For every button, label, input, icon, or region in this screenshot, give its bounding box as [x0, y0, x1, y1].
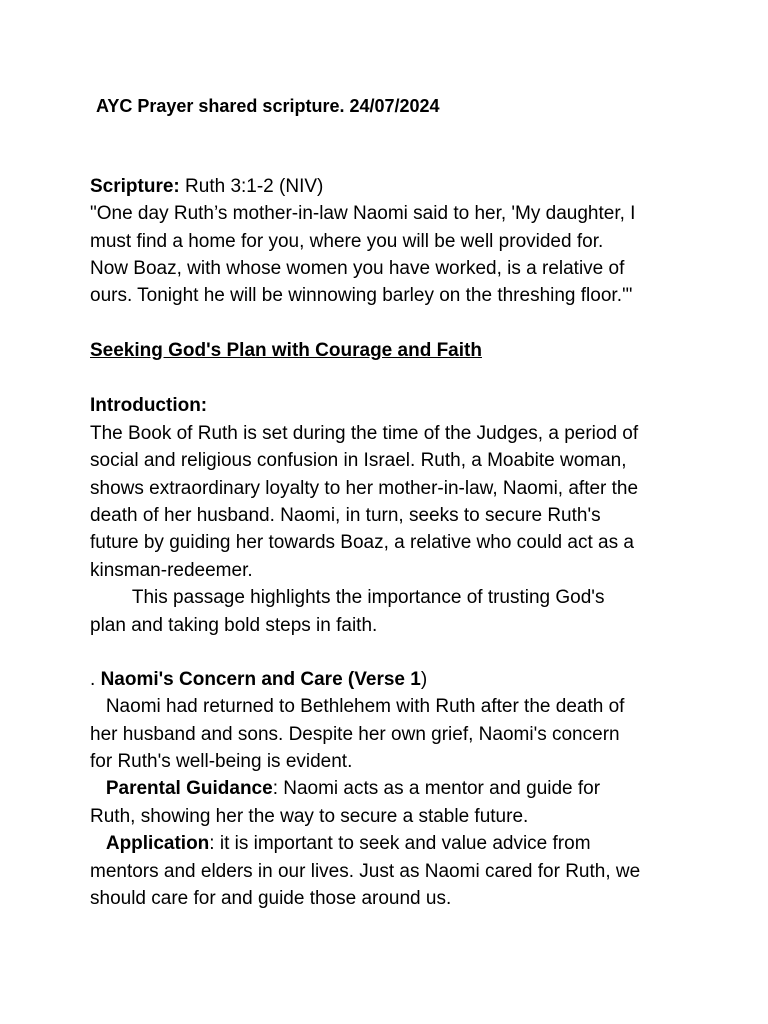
- scripture-label: Scripture:: [90, 176, 180, 197]
- application-text: : it is important to seek and value advice from: [209, 833, 591, 854]
- section-heading: Seeking God's Plan with Courage and Faith: [90, 340, 482, 361]
- section1-line: her husband and sons. Despite her own grief, Naomi's concern: [90, 724, 620, 745]
- introduction-line: kinsman-redeemer.: [90, 560, 253, 581]
- application-line: [90, 830, 591, 857]
- introduction-line: future by guiding her towards Boaz, a relative who could act as a: [90, 532, 634, 553]
- section1-prefix: .: [90, 669, 101, 690]
- section1-heading: Naomi's Concern and Care (Verse 1: [100, 669, 421, 690]
- section1-heading-line: [90, 666, 427, 693]
- introduction-line: social and religious confusion in Israel. Ruth, a Moabite woman,: [90, 450, 627, 471]
- guidance-line: [90, 775, 600, 802]
- section1-line: for Ruth's well-being is evident.: [90, 751, 353, 772]
- quote-line: must find a home for you, where you will be well provided for.: [90, 231, 604, 252]
- application-line: should care for and guide those around us.: [90, 888, 452, 909]
- section1-line: Naomi had returned to Bethlehem with Ruth after the death of: [90, 696, 625, 717]
- introduction-line: The Book of Ruth is set during the time of the Judges, a period of: [90, 423, 639, 444]
- scripture-reference: Ruth 3:1-2 (NIV): [179, 176, 324, 197]
- scripture-line: [90, 173, 323, 200]
- guidance-text: : Naomi acts as a mentor and guide for: [272, 778, 601, 799]
- guidance-line: Ruth, showing her the way to secure a stable future.: [90, 806, 529, 827]
- introduction-line: shows extraordinary loyalty to her mother-in-law, Naomi, after the: [90, 478, 639, 499]
- introduction-label: Introduction:: [90, 395, 208, 416]
- page-title: AYC Prayer shared scripture. 24/07/2024: [96, 96, 440, 116]
- quote-line: "One day Ruth’s mother-in-law Naomi said to her, 'My daughter, I: [90, 203, 636, 224]
- introduction-line: This passage highlights the importance of trusting God's: [90, 587, 605, 608]
- guidance-label: Parental Guidance: [105, 778, 273, 799]
- application-line: mentors and elders in our lives. Just as Naomi cared for Ruth, we: [90, 861, 641, 882]
- application-label: Application: [105, 833, 210, 854]
- quote-line: Now Boaz, with whose women you have worked, is a relative of: [90, 258, 625, 279]
- introduction-line: plan and taking bold steps in faith.: [90, 615, 378, 636]
- section1-suffix: ): [420, 669, 428, 690]
- introduction-line: death of her husband. Naomi, in turn, seeks to secure Ruth's: [90, 505, 601, 526]
- quote-line: ours. Tonight he will be winnowing barley on the threshing floor.'": [90, 285, 633, 306]
- guidance-indent: [90, 778, 106, 799]
- application-indent: [90, 833, 106, 854]
